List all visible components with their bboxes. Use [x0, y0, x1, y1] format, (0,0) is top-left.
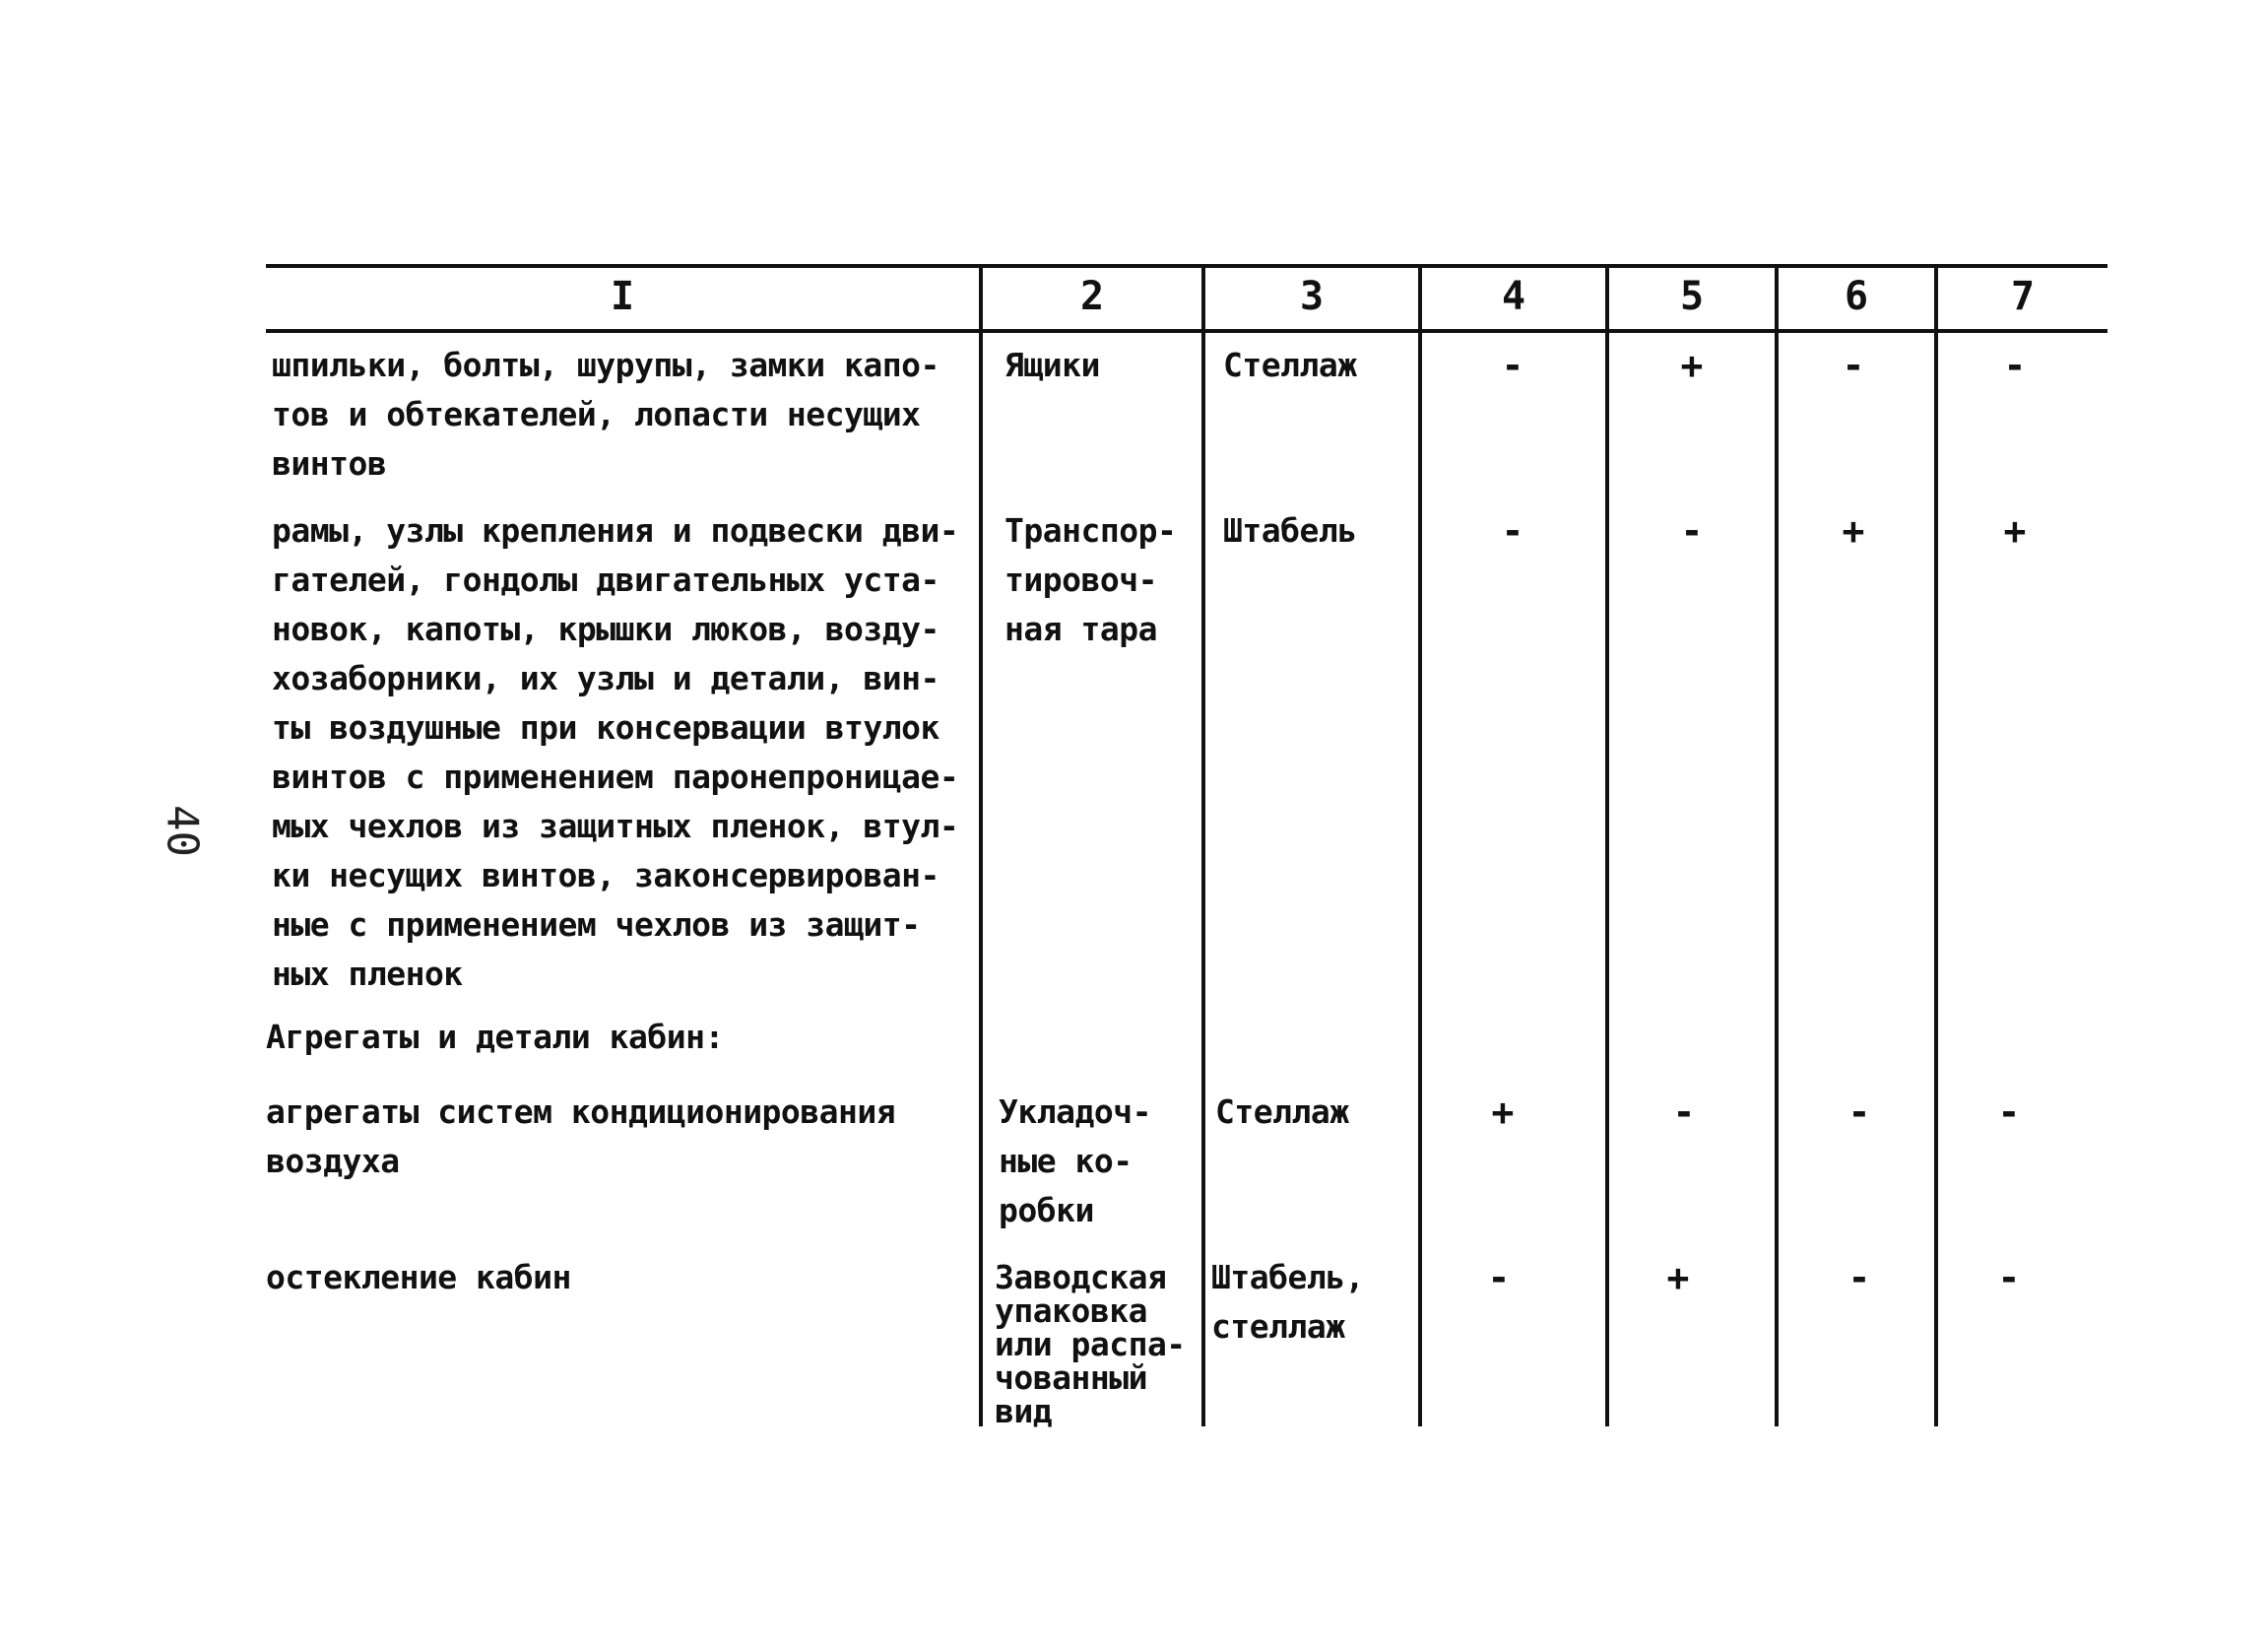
column-divider — [1605, 264, 1609, 1426]
row-4-storage: Стеллаж — [1215, 1092, 1349, 1131]
row-1-packaging: Ящики — [1004, 346, 1100, 384]
column-divider — [1418, 264, 1422, 1426]
row-5-col-5: + — [1666, 1256, 1690, 1299]
storage-table — [266, 264, 2107, 1430]
row-2-col-7: + — [2003, 509, 2027, 553]
row-5-col-4: - — [1487, 1256, 1511, 1299]
row-4-col-7: - — [1997, 1090, 2021, 1134]
row-2-item: рамы, узлы крепления и подвески дви- гателей, гондолы двигательных уста- новок, капоты, крышки люков, возду- хозаборники, их узлы и детали, вин- ты воздушные при консервации втулок винтов с применением паронепроницае- мых чехлов из защитных пленок, втул- ки несущих винтов, законсервирован- ные с применением чехлов из защит- ных пленок — [272, 511, 959, 993]
column-divider — [1201, 264, 1205, 1426]
row-4-packaging: Укладоч- ные ко- робки — [999, 1092, 1151, 1229]
header-col-4: 4 — [1501, 274, 1526, 319]
header-col-7: 7 — [2010, 274, 2036, 319]
row-1-col-5: + — [1680, 344, 1704, 387]
row-1-item: шпильки, болты, шурупы, замки капо- тов и обтекателей, лопасти несущих винтов — [272, 346, 940, 483]
column-divider — [1775, 264, 1779, 1426]
row-2-col-6: + — [1842, 509, 1865, 553]
page-number: 40 — [157, 805, 208, 857]
row-1-storage: Стеллаж — [1223, 346, 1357, 384]
row-4-item: агрегаты систем кондиционирования воздуха — [266, 1092, 896, 1180]
row-1-col-6: - — [1842, 344, 1865, 387]
row-5-storage: Штабель, стеллаж — [1211, 1258, 1364, 1346]
row-2-packaging: Транспор- тировоч- ная тара — [1004, 511, 1177, 648]
row-5-col-7: - — [1997, 1256, 2021, 1299]
header-col-1: I — [610, 274, 635, 319]
row-2-col-4: - — [1501, 509, 1524, 553]
row-4-col-5: - — [1672, 1090, 1696, 1134]
row-1-col-7: - — [2003, 344, 2027, 387]
row-5-item: остекление кабин — [266, 1258, 571, 1296]
column-divider — [1934, 264, 1938, 1426]
row-1-col-4: - — [1501, 344, 1524, 387]
row-4-col-4: + — [1491, 1090, 1515, 1134]
header-col-2: 2 — [1079, 274, 1105, 319]
header-col-6: 6 — [1844, 274, 1869, 319]
row-2-storage: Штабель — [1223, 511, 1357, 550]
row-4-col-6: - — [1847, 1090, 1871, 1134]
table-header-rule — [266, 329, 2107, 333]
header-col-5: 5 — [1679, 274, 1705, 319]
row-5-col-6: - — [1847, 1256, 1871, 1299]
header-col-3: 3 — [1299, 274, 1325, 319]
row-2-col-5: - — [1680, 509, 1704, 553]
table-top-rule — [266, 264, 2107, 268]
section-heading: Агрегаты и детали кабин: — [266, 1018, 724, 1056]
column-divider — [979, 264, 983, 1426]
row-5-packaging: Заводская упаковка или распа- чованный вид — [995, 1258, 1186, 1430]
